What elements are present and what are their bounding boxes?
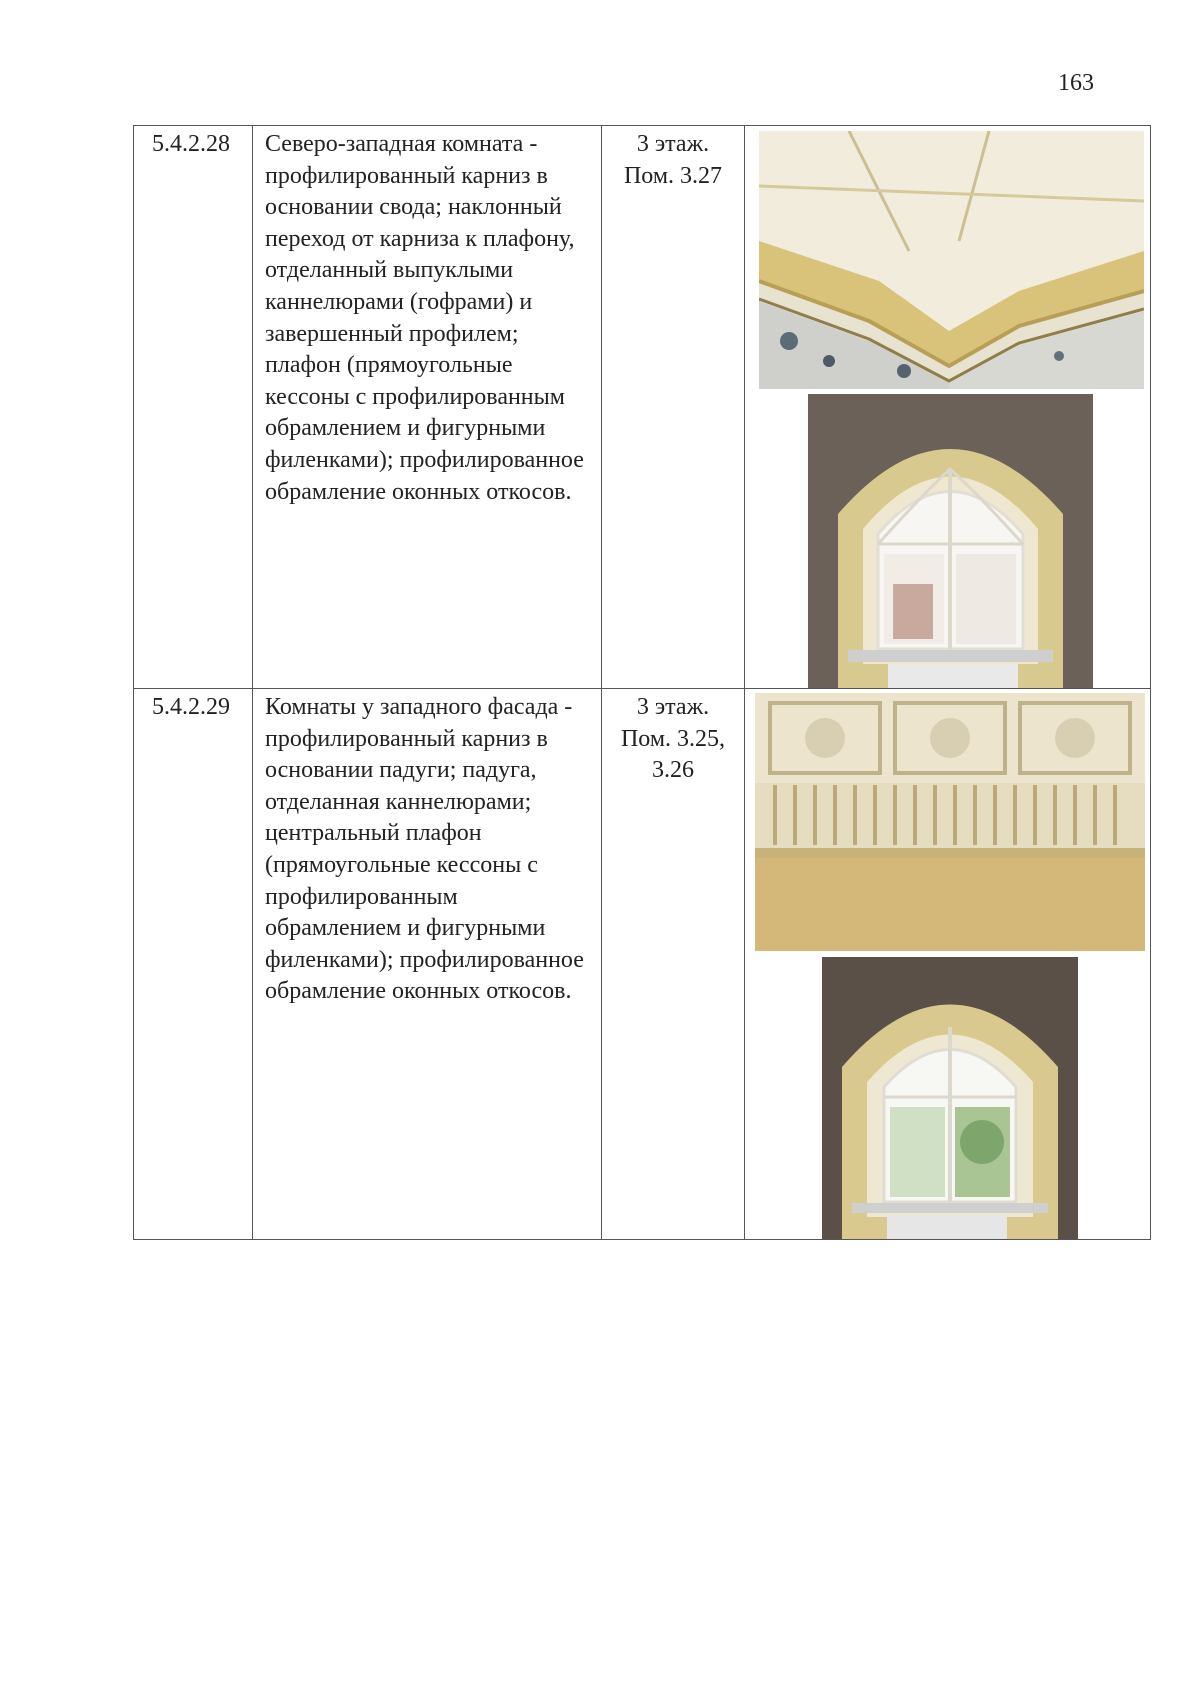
architectural-elements-table [133, 125, 1151, 1240]
arched-window-photo [808, 394, 1093, 688]
row-photos-cell [745, 689, 1151, 1240]
table-row [134, 689, 1151, 1240]
floor-label: 3 этаж. [636, 694, 710, 720]
room-label: Пом. 3.27 [623, 162, 723, 189]
row-location-cell [602, 689, 745, 1240]
ceiling-corner-photo [759, 131, 1144, 389]
floor-label: 3 этаж. [636, 131, 710, 157]
room-label: Пом. 3.25, 3.26 [620, 725, 726, 784]
row-id-cell [134, 689, 253, 1240]
coffered-ceiling-photo [755, 693, 1145, 951]
arched-window-photo [822, 957, 1078, 1239]
row-location-cell [602, 126, 745, 689]
row-description-cell [253, 126, 602, 689]
row-id-cell [134, 126, 253, 689]
row-description: Комнаты у западного фасада - профилированный карниз в основании падуги; падуга, отделанная каннелюрами; центральный плафон (прямоугольные кессоны с профилированным обрамлением и фигурными филенками); профилированное обрамление оконных откосов. [265, 694, 584, 1005]
row-id: 5.4.2.29 [152, 694, 230, 720]
row-description-cell [253, 689, 602, 1240]
row-id: 5.4.2.28 [152, 131, 230, 157]
table-row [134, 126, 1151, 689]
row-description: Северо-западная комната - профилированный карниз в основании свода; наклонный переход от карниза к плафону, отделанный выпуклыми каннелюрами (гофрами) и завершенный профилем; плафон (прямоугольные кессоны с профилированным обрамлением и фигурными филенками); профилированное обрамление оконных откосов. [265, 131, 584, 505]
page-number: 163 [1058, 70, 1094, 96]
row-photos-cell [745, 126, 1151, 689]
